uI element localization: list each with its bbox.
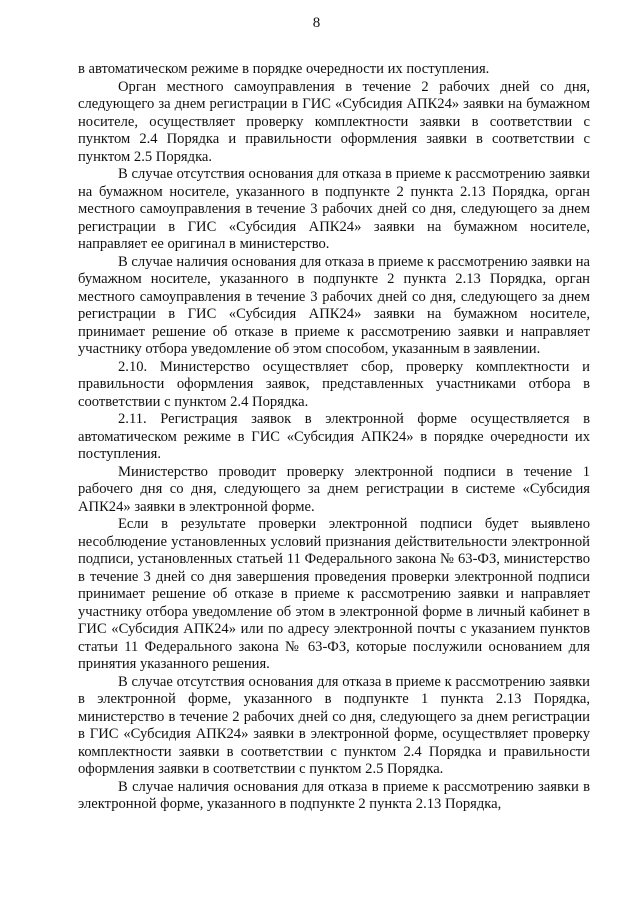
paragraph: в автоматическом режиме в порядке очередности их поступления.	[78, 61, 490, 77]
paragraph: Если в результате проверки электронной подписи будет выявлено несоблюдение установленных условий признания действительности электронной подписи, установленных статьей 11 Федерального закона № 63-ФЗ, министерство в течение 3 дней со дня завершения проведения проверки электронной подписи принимает решение об отказе в приеме к рассмотрению заявки и направляет участнику отбора уведомление об этом в электронной форме в личный кабинет в ГИС «Субсидия АПК24» или по адресу электронной почты с указанием пунктов статьи 11 Федерального закона № 63-ФЗ, которые послужили основанием для принятия указанного решения.	[78, 516, 590, 672]
paragraph: Орган местного самоуправления в течение 2 рабочих дней со дня, следующего за днем регистрации в ГИС «Субсидия АПК24» заявки на бумажном носителе, осуществляет проверку комплектности заявки в соответствии с пунктом 2.4 Порядка и правильности оформления заявки в соответствии с пунктом 2.5 Порядка.	[78, 78, 590, 165]
paragraph: 2.11. Регистрация заявок в электронной форме осуществляется в автоматическом режиме в ГИС «Субсидия АПК24» в порядке очередности их поступления.	[78, 411, 590, 462]
paragraph: В случае отсутствия основания для отказа в приеме к рассмотрению заявки в электронной форме, указанного в подпункте 1 пункта 2.13 Порядка, министерство в течение 2 рабочих дней со дня, следующего за днем регистрации в ГИС «Субсидия АПК24» заявки в электронной форме, осуществляет проверку комплектности заявки в соответствии с пунктом 2.4 Порядка и правильности оформления заявки в соответствии с пунктом 2.5 Порядка.	[78, 673, 590, 777]
paragraph: Министерство проводит проверку электронной подписи в течение 1 рабочего дня со дня, следующего за днем регистрации в системе «Субсидия АПК24» заявки в электронной форме.	[78, 463, 590, 515]
paragraph: В случае наличия основания для отказа в приеме к рассмотрению заявки на бумажном носителе, указанного в подпункте 2 пункта 2.13 Порядка, орган местного самоуправления в течение 3 рабочих дней со дня, следующего за днем регистрации в ГИС «Субсидия АПК24» заявки на бумажном носителе, принимает решение об отказе в приеме к рассмотрению заявки и направляет участнику отбора уведомление об этом способом, указанным в заявлении.	[78, 253, 590, 357]
page-number: 8	[312, 15, 321, 31]
paragraph: 2.10. Министерство осуществляет сбор, проверку комплектности и правильности оформления заявок, представленных участниками отбора в соответствии с пунктом 2.4 Порядка.	[78, 358, 590, 410]
paragraph: В случае отсутствия основания для отказа в приеме к рассмотрению заявки на бумажном носителе, указанного в подпункте 2 пункта 2.13 Порядка, орган местного самоуправления в течение 3 рабочих дней со дня, следующего за днем регистрации в ГИС «Субсидия АПК24» заявки на бумажном носителе, направляет ее оригинал в министерство.	[78, 166, 590, 252]
paragraph: В случае наличия основания для отказа в приеме к рассмотрению заявки в электронной форме, указанного в подпункте 2 пункта 2.13 Порядка,	[78, 778, 590, 812]
document-body	[78, 61, 590, 814]
